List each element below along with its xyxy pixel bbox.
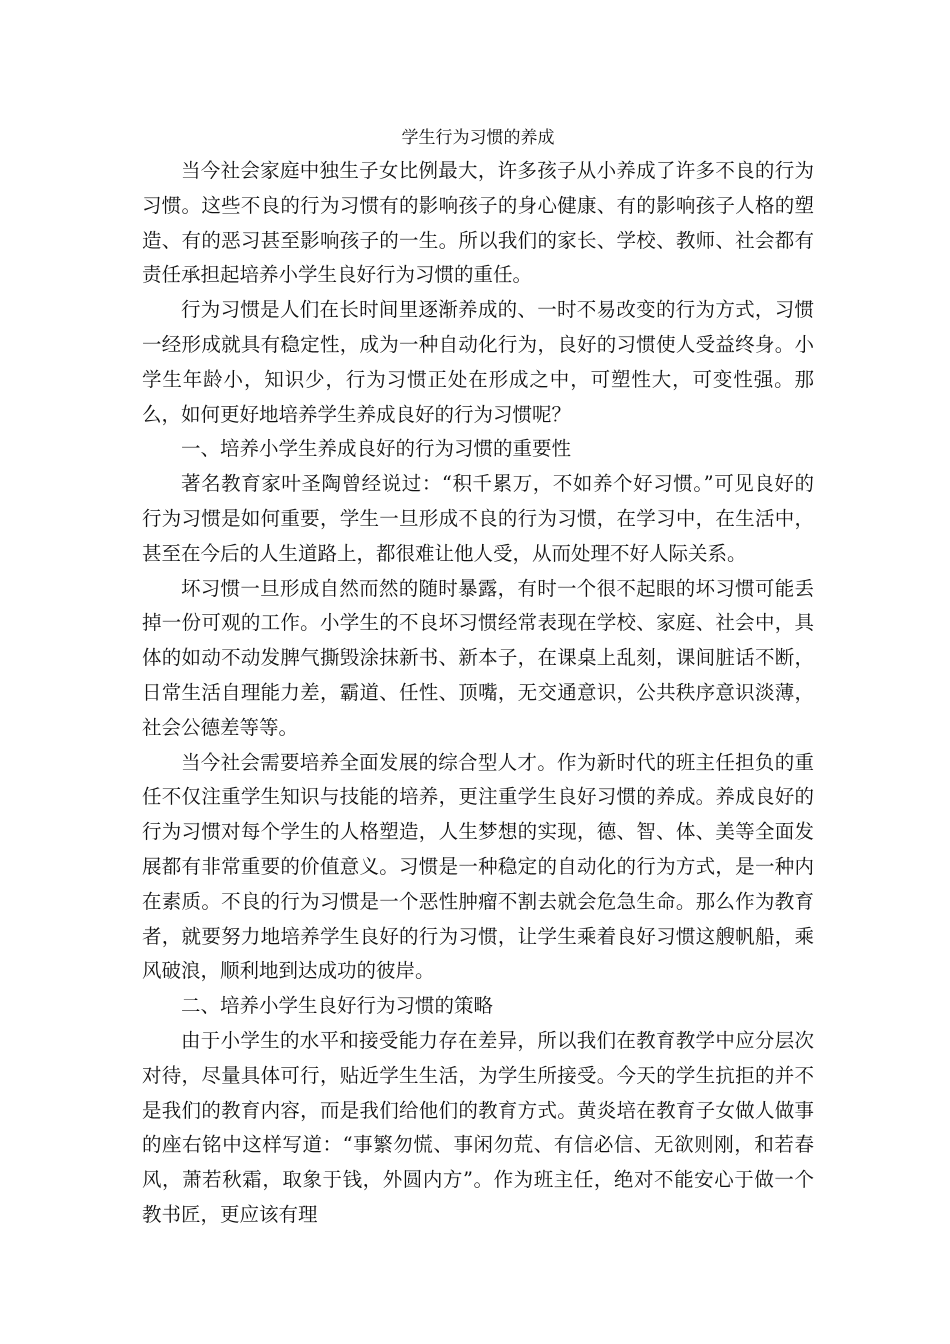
section-heading-strategy: 二、培养小学生良好行为习惯的策略 [181, 994, 494, 1018]
document-title: 学生行为习惯的养成 [401, 128, 555, 148]
paragraph-society-needs: 当今社会需要培养全面发展的综合型人才。作为新时代的班主任担负的重任不仅注重学生知识与技能的培养，更注重学生良好习惯的养成。养成良好的行为习惯对每个学生的人格塑造，人生梦想的实现，德、智、体、美等全面发展都有非常重要的价值意义。习惯是一种稳定的自动化的行为方式，是一种内在素质。不良的行为习惯是一个恶性肿瘤不割去就会危急生命。那么作为教育者，就要努力地培养学生良好的行为习惯，让学生乘着良好习惯这艘帆船，乘风破浪，顺利地到达成功的彼岸。 [142, 750, 814, 983]
paragraph-strategy: 由于小学生的水平和接受能力存在差异，所以我们在教育教学中应分层次对待，尽量具体可行，贴近学生生活，为学生所接受。今天的学生抗拒的并不是我们的教育内容，而是我们给他们的教育方式。黄炎培在教育子女做人做事的座右铭中这样写道：“事繁勿慌、事闲勿荒、有信必信、无欲则刚，和若春风，萧若秋霜，取象于钱，外圆内方”。作为班主任，绝对不能安心于做一个教书匠，更应该有理 [142, 1028, 814, 1226]
section-heading-importance: 一、培养小学生养成良好的行为习惯的重要性 [181, 437, 572, 461]
paragraph-bad-habits: 坏习惯一旦形成自然而然的随时暴露，有时一个很不起眼的坏习惯可能丢掉一份可观的工作。小学生的不良坏习惯经常表现在学校、家庭、社会中，具体的如动不动发脾气撕毁涂抹新书、新本子，在课桌上乱刻，课间脏话不断，日常生活自理能力差，霸道、任性、顶嘴，无交通意识，公共秩序意识淡薄，社会公德差等等。 [142, 576, 814, 739]
paragraph-intro: 当今社会家庭中独生子女比例最大，许多孩子从小养成了许多不良的行为习惯。这些不良的行为习惯有的影响孩子的身心健康、有的影响孩子人格的塑造、有的恶习甚至影响孩子的一生。所以我们的家长、学校、教师、社会都有责任承担起培养小学生良好行为习惯的重任。 [142, 159, 814, 287]
paragraph-definition: 行为习惯是人们在长时间里逐渐养成的、一时不易改变的行为方式，习惯一经形成就具有稳定性，成为一种自动化行为，良好的习惯使人受益终身。小学生年龄小，知识少，行为习惯正处在形成之中，可塑性大，可变性强。那么，如何更好地培养学生养成良好的行为习惯呢？ [142, 298, 814, 426]
paragraph-quote-ye-shengtao: 著名教育家叶圣陶曾经说过：“积千累万，不如养个好习惯。”可见良好的行为习惯是如何重要，学生一旦形成不良的行为习惯，在学习中，在生活中，甚至在今后的人生道路上，都很难让他人受，从而处理不好人际关系。 [142, 472, 814, 565]
document-body [142, 122, 814, 1233]
